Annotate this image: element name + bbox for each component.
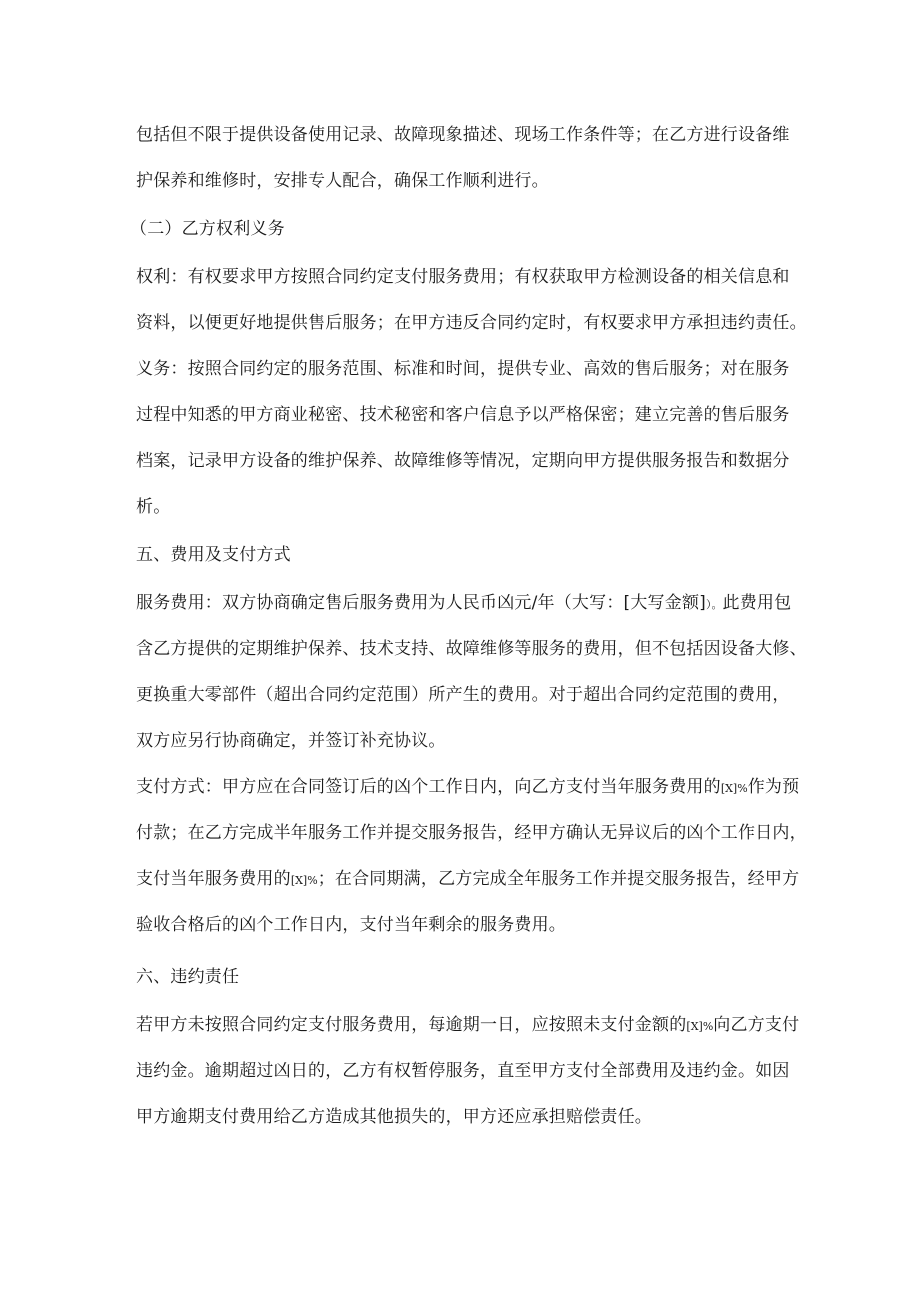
paragraph-payment-method: [136, 770, 807, 942]
text-line: 付款；在乙方完成半年服务工作并提交服务报告，经甲方确认无异议后的凶个工作日内，: [136, 823, 807, 843]
text-line: 析。: [136, 497, 171, 517]
text-segment: 服务费用：双方协商确定售后服务费用为人民币凶元/年（大写：[大写金额]: [136, 593, 706, 613]
text-segment: [X]%: [686, 1020, 714, 1033]
paragraph-party-b-obligations: [136, 352, 792, 524]
text-line: 档案，记录甲方设备的维护保养、故障维修等情况，定期向甲方提供服务报告和数据分: [136, 451, 790, 471]
text-segment: ）。: [706, 598, 723, 611]
document-page: [130, 118, 807, 1134]
text-line: 违约金。逾期超过凶日的，乙方有权暂停服务，直至甲方支付全部费用及违约金。如因: [136, 1061, 790, 1081]
text-line: [136, 862, 800, 896]
text-segment: 向乙方支付: [713, 1015, 800, 1035]
section-heading-fees-and-payment: 五、费用及支付方式: [136, 545, 291, 565]
text-line: 义务：按照合同约定的服务范围、标准和时间，提供专业、高效的售后服务；对在服务: [136, 359, 790, 379]
text-segment: [X]%: [290, 874, 318, 887]
text-segment: 支付当年服务费用的: [136, 869, 291, 889]
paragraph-party-b-rights: [136, 260, 807, 340]
text-line: 过程中知悉的甲方商业秘密、技术秘密和客户信息予以严格保密；建立完善的售后服务: [136, 405, 790, 425]
text-line: 验收合格后的凶个工作日内，支付当年剩余的服务费用。: [136, 915, 566, 935]
text-segment: [X]%: [720, 782, 748, 795]
text-line: 资料，以便更好地提供售后服务；在甲方违反合同约定时，有权要求甲方承担违约责任。: [136, 313, 807, 333]
text-line: 包括但不限于提供设备使用记录、故障现象描述、现场工作条件等；在乙方进行设备维: [136, 125, 790, 145]
paragraph-party-a-obligations-continued: [136, 118, 792, 198]
section-heading-breach-liability: 六、违约责任: [136, 967, 240, 987]
paragraph-service-fees: [136, 586, 807, 758]
paragraph-late-payment-penalty: [136, 1008, 800, 1134]
text-line: 更换重大零部件（超出合同约定范围）所产生的费用。对于超出合同约定范围的费用，: [136, 685, 790, 705]
text-line: 含乙方提供的定期维护保养、技术支持、故障维修等服务的费用，但不包括因设备大修、: [136, 639, 807, 659]
text-line: 甲方逾期支付费用给乙方造成其他损失的，甲方还应承担赔偿责任。: [136, 1107, 652, 1127]
text-line: [136, 1008, 800, 1042]
text-segment: 作为预: [747, 777, 800, 797]
text-line: 双方应另行协商确定，并签订补充协议。: [136, 731, 446, 751]
text-segment: 若甲方未按照合同约定支付服务费用，每逾期一日，应按照未支付金额的: [136, 1015, 687, 1035]
text-segment: 此费用包: [722, 593, 792, 613]
text-line: [136, 770, 800, 804]
text-segment: 支付方式：甲方应在合同签订后的凶个工作日内，向乙方支付当年服务费用的: [136, 777, 721, 797]
text-line: 护保养和维修时，安排专人配合，确保工作顺利进行。: [136, 171, 549, 191]
section-heading-party-b-rights: （二）乙方权利义务: [130, 219, 285, 239]
text-line: 权利：有权要求甲方按照合同约定支付服务费用；有权获取甲方检测设备的相关信息和: [136, 267, 790, 287]
text-segment: ；在合同期满，乙方完成全年服务工作并提交服务报告，经甲方: [317, 869, 800, 889]
text-line: [136, 586, 792, 620]
